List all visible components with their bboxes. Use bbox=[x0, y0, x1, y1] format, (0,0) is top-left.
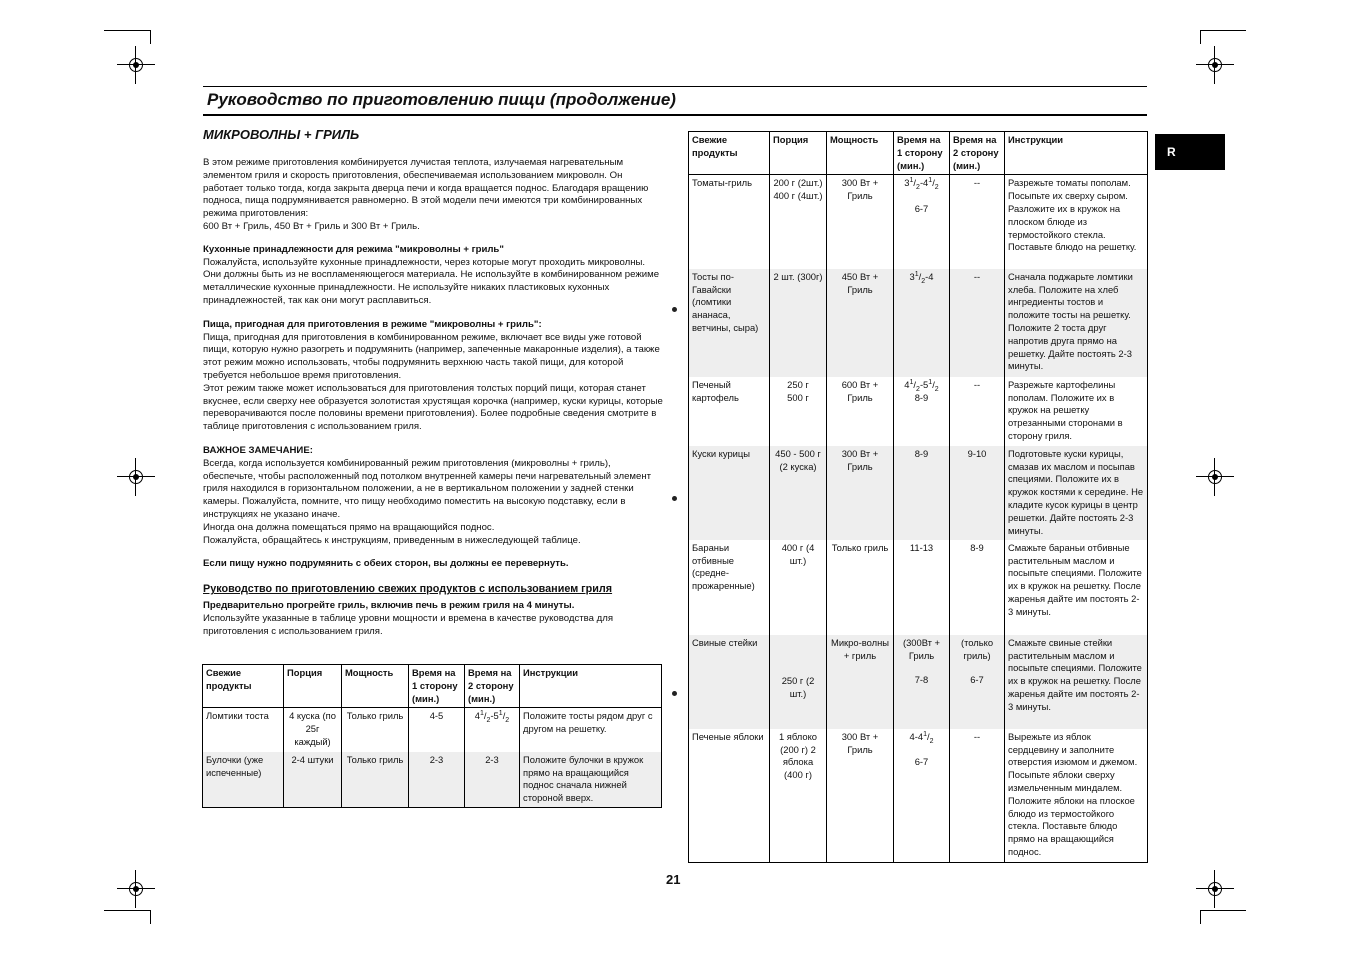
col-food: Свежие продукты bbox=[689, 132, 770, 175]
registration-mark-icon bbox=[1204, 878, 1226, 900]
col-side1: Время на 1 сторону (мин.) bbox=[894, 132, 950, 175]
cell-instructions: Положите булочки в кружок прямо на вращающийся поднос сначала нижней стороной вверх. bbox=[520, 752, 662, 808]
note-text-2: Иногда она должна помещаться прямо на вращающийся поднос. bbox=[203, 521, 495, 533]
cell-food: Свиные стейки bbox=[689, 635, 770, 729]
registration-mark-icon bbox=[125, 54, 147, 76]
cell-time1: $4^1/_2-5^1/_2$ 8-9 bbox=[894, 377, 950, 446]
table-header-row bbox=[203, 665, 662, 708]
cell-instructions: Сначала поджарьте ломтики хлеба. Положите на хлеб ингредиенты тостов и положите тосты на решетку. Положите 2 тоста друг напротив друга прямо на решетку. Дайте постоять 2-3 минуты. bbox=[1005, 269, 1148, 377]
crop-line bbox=[1200, 30, 1201, 44]
col-portion: Порция bbox=[284, 665, 342, 708]
registration-mark-icon bbox=[1204, 54, 1226, 76]
col-portion: Порция bbox=[770, 132, 827, 175]
cell-time1: 8-9 bbox=[894, 446, 950, 540]
table-row bbox=[689, 377, 1148, 446]
language-tab-label: R bbox=[1167, 145, 1176, 159]
table-row bbox=[689, 446, 1148, 540]
col-instructions: Инструкции bbox=[520, 665, 662, 708]
table-row bbox=[689, 269, 1148, 377]
cell-instructions: Смажьте бараньи отбивные растительным маслом и посыпьте специями. Положите их в кружок на решетку. После жаренья дайте им постоять 2-3 минуты. bbox=[1005, 540, 1148, 635]
cell-time2: -- bbox=[950, 377, 1005, 446]
section-title: МИКРОВОЛНЫ + ГРИЛЬ bbox=[203, 127, 360, 142]
title-rule-bottom bbox=[203, 114, 1147, 116]
cell-time1: $3^1/_2-4^1/_2$ 6-7 bbox=[894, 175, 950, 269]
cell-food: Куски курицы bbox=[689, 446, 770, 540]
cell-time2: 8-9 bbox=[950, 540, 1005, 635]
flip-note: Если пищу нужно подрумянить с обеих сторон, вы должны ее перевернуть. bbox=[203, 558, 569, 570]
food-text-2: Этот режим также может использоваться для приготовления толстых порций пищи, которая станет вкуснее, если сверху нее образуется золотистая хрустящая корочка (например, куски курицы, которые переворачиваются после половины времени приготовления). Более подробные сведения смотрите в таблице приготовления с использованием гриля. bbox=[203, 382, 663, 433]
crop-line bbox=[1200, 30, 1246, 31]
cell-instructions: Вырежьте из яблок сердцевину и заполните отверстия изюмом и джемом. Посыпьте яблоки сверху измельченным миндалем. Положите яблоки на плоское блюдо из термостойкого стекла. Поставьте блюдо прямо на вращающийся поднос. bbox=[1005, 729, 1148, 863]
preheat-note: Предварительно прогрейте гриль, включив печь в режим гриля на 4 минуты. bbox=[203, 599, 575, 611]
cell-instructions: Разрежьте картофелины пополам. Положите их в кружок на решетку отрезанными сторонами в сторону гриля. bbox=[1005, 377, 1148, 446]
cell-power: Только гриль bbox=[342, 752, 409, 808]
cell-power: 300 Вт + Гриль bbox=[827, 729, 894, 863]
cell-portion: 200 г (2шт.) 400 г (4шт.) bbox=[770, 175, 827, 269]
table-row bbox=[203, 752, 662, 808]
food-text-1: Пища, пригодная для приготовления в комбинированном режиме, включает все виды уже готовой пищи, которую нужно разогреть и подрумянить (например, запеченные макаронные изделия), а также этот режим можно использовать, чтобы подрумянить верхнюю часть такой пищи, для которой требуется небольшое время приготовления. bbox=[203, 331, 660, 381]
cell-time1: 2-3 bbox=[409, 752, 465, 808]
col-side2: Время на 2 сторону (мин.) bbox=[950, 132, 1005, 175]
language-tab bbox=[1155, 134, 1225, 170]
note-text-1: Всегда, когда используется комбинированный режим приготовления (микроволны + гриль), обеспечьте, чтобы расположенный под потолком внутренней камеры печи нагревательный элемент гриля находился в горизонтальном положении, а не в вертикальном положении у задней стенки камеры. Пожалуйста, помните, что пищу необходимо поместить на высокую подставку, если в инструкциях не указано иначе. bbox=[203, 457, 652, 520]
crop-line bbox=[104, 910, 150, 911]
cell-food: Томаты-гриль bbox=[689, 175, 770, 269]
cell-portion: 250 г (2 шт.) bbox=[770, 635, 827, 729]
cell-time2: 2-3 bbox=[465, 752, 520, 808]
cell-power: Только гриль bbox=[342, 708, 409, 752]
cell-time1: $3^1/_2-4$ bbox=[894, 269, 950, 377]
crop-line bbox=[150, 910, 151, 924]
cell-food: Тосты по-Гавайски (ломтики ананаса, ветчины, сыра) bbox=[689, 269, 770, 377]
intro-modes: 600 Вт + Гриль, 450 Вт + Гриль и 300 Вт + Гриль. bbox=[203, 220, 420, 232]
page-title: Руководство по приготовлению пищи (продолжение) bbox=[207, 90, 676, 109]
registration-mark-icon bbox=[125, 466, 147, 488]
cell-power: Микро-волны + гриль bbox=[827, 635, 894, 729]
registration-mark-icon bbox=[125, 878, 147, 900]
cell-time2: -- bbox=[950, 269, 1005, 377]
cell-instructions: Смажьте свиные стейки растительным маслом и посыпьте специями. Положите их в кружок на решетку. После жаренья дайте им постоять 2-3 минуты. bbox=[1005, 635, 1148, 729]
cell-power: 300 Вт + Гриль bbox=[827, 446, 894, 540]
crop-line bbox=[1200, 910, 1246, 911]
col-power: Мощность bbox=[342, 665, 409, 708]
table-header-row bbox=[689, 132, 1148, 175]
table-row bbox=[689, 635, 1148, 729]
cell-portion: 400 г (4 шт.) bbox=[770, 540, 827, 635]
cell-power: 300 Вт + Гриль bbox=[827, 175, 894, 269]
cell-portion: 1 яблоко (200 г) 2 яблока (400 г) bbox=[770, 729, 827, 863]
binding-dot-icon bbox=[672, 496, 677, 501]
small-grill-table bbox=[202, 664, 662, 808]
col-side1: Время на 1 сторону (мин.) bbox=[409, 665, 465, 708]
binding-dot-icon bbox=[672, 691, 677, 696]
cell-time1: 4-5 bbox=[409, 708, 465, 752]
cell-time2: 9-10 bbox=[950, 446, 1005, 540]
cell-portion: 4 куска (по 25г каждый) bbox=[284, 708, 342, 752]
cell-time2: (только гриль) 6-7 bbox=[950, 635, 1005, 729]
cell-instructions: Разрежьте томаты пополам. Посыпьте их сверху сыром. Разложите их в кружок на плоском блюде из термостойкого стекла. Поставьте блюдо на решетку. bbox=[1005, 175, 1148, 269]
cell-time2: $4^1/_2-5^1/_2$ bbox=[465, 708, 520, 752]
binding-dot-icon bbox=[672, 307, 677, 312]
cell-instructions: Положите тосты рядом друг с другом на решетку. bbox=[520, 708, 662, 752]
page-number: 21 bbox=[666, 872, 681, 887]
crop-line bbox=[150, 30, 151, 44]
combination-grill-table bbox=[688, 131, 1148, 863]
crop-line bbox=[1200, 910, 1201, 924]
cell-instructions: Подготовьте куски курицы, смазав их маслом и посыпав специями. Положите их в кружок костями к середине. Не кладите кусок курицы в центр решетки. Дайте постоять 2-3 минуты. bbox=[1005, 446, 1148, 540]
col-instructions: Инструкции bbox=[1005, 132, 1148, 175]
cell-portion: 2-4 штуки bbox=[284, 752, 342, 808]
cell-portion: 2 шт. (300г) bbox=[770, 269, 827, 377]
intro-paragraph: В этом режиме приготовления комбинируется лучистая теплота, излучаемая нагревательным элементом гриля и скорость приготовления, обеспечиваемая использованием микроволн. Он работает только тогда, когда закрыта дверца печи и когда вращается поднос. Благодаря вращению подноса, пища подрумянивается равномерно. В этой модели печи имеются три комбинированных режима приготовления: bbox=[203, 157, 649, 220]
cell-time2: -- bbox=[950, 175, 1005, 269]
accessories-text: Пожалуйста, используйте кухонные принадлежности, через которые могут проходить микроволны. Они должны быть из не воспламеняющегося материала. Не используйте в комбинированном режиме металлические кухонные принадлежности. Не используйте никаких пластиковых кухонных принадлежностей, так как они могут расплавиться. bbox=[203, 256, 660, 306]
table-row bbox=[689, 540, 1148, 635]
cell-food: Булочки (уже испеченные) bbox=[203, 752, 284, 808]
crop-line bbox=[104, 30, 150, 31]
registration-mark-icon bbox=[1204, 466, 1226, 488]
left-column bbox=[203, 157, 663, 638]
cell-power: Только гриль bbox=[827, 540, 894, 635]
cell-food: Печеный картофель bbox=[689, 377, 770, 446]
cell-power: 450 Вт + Гриль bbox=[827, 269, 894, 377]
cell-time1: 11-13 bbox=[894, 540, 950, 635]
col-side2: Время на 2 сторону (мин.) bbox=[465, 665, 520, 708]
cell-food: Бараньи отбивные (средне-прожаренные) bbox=[689, 540, 770, 635]
table-row bbox=[689, 729, 1148, 863]
col-power: Мощность bbox=[827, 132, 894, 175]
guide-heading: Руководство по приготовлению свежих продуктов с использованием гриля bbox=[203, 583, 613, 596]
table-row bbox=[203, 708, 662, 752]
cell-time1: (300Вт + Гриль 7-8 bbox=[894, 635, 950, 729]
note-heading: ВАЖНОЕ ЗАМЕЧАНИЕ: bbox=[203, 444, 313, 456]
cell-food: Печеные яблоки bbox=[689, 729, 770, 863]
guide-text: Используйте указанные в таблице уровни мощности и времена в качестве руководства для приготовления с использованием гриля. bbox=[203, 612, 614, 637]
cell-time2: -- bbox=[950, 729, 1005, 863]
cell-food: Ломтики тоста bbox=[203, 708, 284, 752]
title-rule-top bbox=[203, 86, 1147, 87]
table-row bbox=[689, 175, 1148, 269]
food-heading: Пища, пригодная для приготовления в режиме "микроволны + гриль": bbox=[203, 318, 542, 330]
cell-power: 600 Вт + Гриль bbox=[827, 377, 894, 446]
cell-portion: 450 - 500 г (2 куска) bbox=[770, 446, 827, 540]
col-food: Свежие продукты bbox=[203, 665, 284, 708]
accessories-heading: Кухонные принадлежности для режима "микроволны + гриль" bbox=[203, 243, 504, 255]
note-text-3: Пожалуйста, обращайтесь к инструкциям, приведенным в нижеследующей таблице. bbox=[203, 534, 581, 546]
cell-time1: $4-4^1/_2$ 6-7 bbox=[894, 729, 950, 863]
cell-portion: 250 г 500 г bbox=[770, 377, 827, 446]
